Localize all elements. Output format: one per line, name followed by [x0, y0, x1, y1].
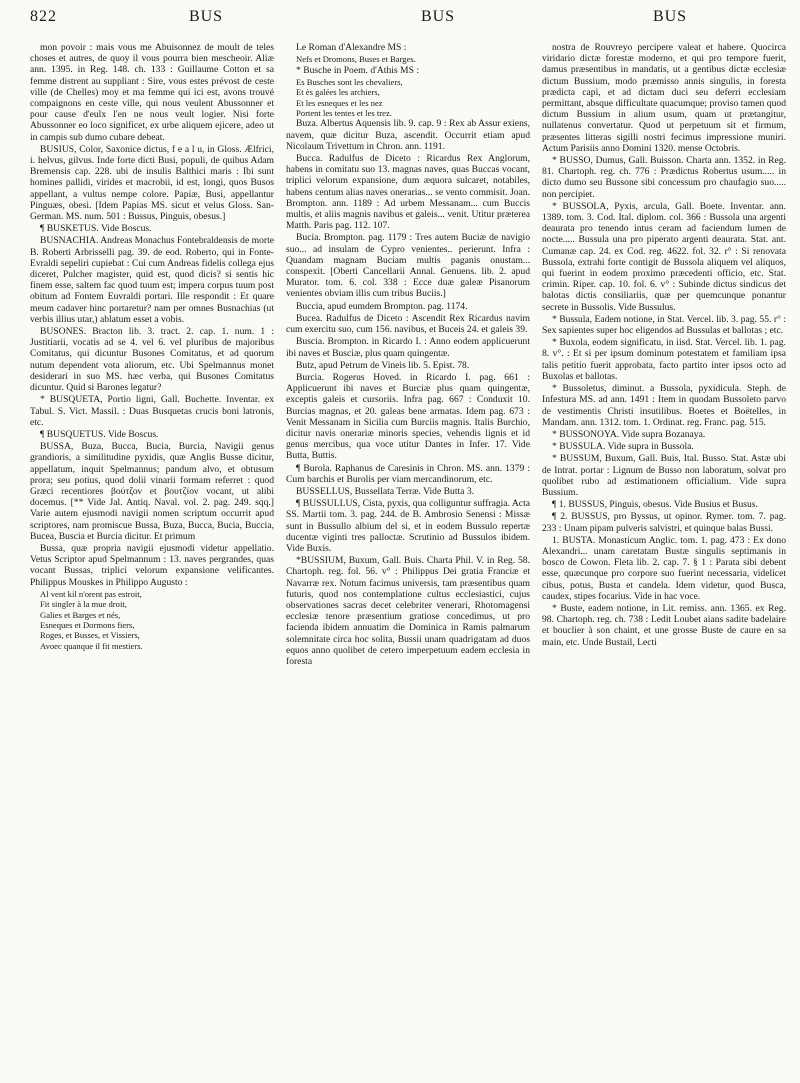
entry-paragraph: BUSSA, Buza, Bucca, Bucia, Burcia, Navigii genus grandioris, a similitudine pyxidis, quæ Anglis Busse dicitur, appellatum, inquit Spelmannus; pandum alvo, et obtusum prora; seu potius, quod dolii vinarii formam referret : quod Græci recentiores βούτζον et βουτζίον vocant, ut alibi docemus. [** Vide Jal. Antiq. Naval. vol. 2. pag. 249. sqq.] Varie autem ejusmodi navigii nomen scriptum occurrit apud scriptores, nam promiscue Bussa, Buza, Bucca, Bucia, Buccia, Bucea, Buscia et Burcia dicitur. Et primum [30, 441, 274, 542]
verse-line: Esneques et Dormons fiers, [40, 619, 135, 630]
verse-line: Nefs et Dromons, Buses et Barges. [296, 54, 416, 65]
entry-paragraph: Buza. Albertus Aquensis lib. 9. cap. 9 : Rex ab Assur exiens, navem, quæ dicitur Buza, ascendit. Occurrit etiam apud Nicolaum Trivettum in Chron. ann. 1191. [286, 118, 530, 152]
verse-line: Al vent kil n'orent pas estroit, [40, 588, 142, 599]
verse-line: Et les esneques et les nez [296, 97, 383, 108]
verse-line: Fit singler à la mue droit, [40, 599, 127, 610]
entry-paragraph: BUSONES. Bracton lib. 3. tract. 2. cap. 1. num. 1 : Justitiarii, vocatis ad se 4. vel 6. vel pluribus de majoribus Comitatus, qui dicuntur Busones Comitatus, et ad quorum nutum dependent vota aliorum, etc. Ubi Spelmannus monet desiderari in suo MS. hæc verba, qui Busones Comitatus dicuntur. Quid si Barones legatur? [30, 326, 274, 394]
entry-paragraph: BUSSELLUS, Bussellata Terræ. Vide Butta 3. [296, 485, 475, 497]
entry-paragraph: * Buste, eadem notione, in Lit. remiss. ann. 1365. ex Reg. 98. Chartoph. reg. ch. 738 : Ledit Loubet aians sadite badelaire et bouclier à son chaint, et une grosse Buste de caure en sa main, etc. Unde Bustail, Lecti [542, 602, 786, 648]
entry-paragraph: BUSNACHIA. Andreas Monachus Fontebraldensis de morte B. Roberti Arbrisselli pag. 39. de eod. Roberto, qui in Fonte-Evraldi sepeliri cupiebat : Cui cum Andreas fidelis collega ejus diceret, Pulcher magister, quid est, quod dicis? si sentis hic finem esse, saltem fac quod tuum est; impera corpus tuum post obitum ad Fontem Euvraldi portari. Ille respondit : Et quare meum cadaver hinc portaretur? nam per omnes Busnachias (ut verbis illius utar,) ablatum esset a vobis. [30, 235, 274, 325]
entry-paragraph: Bussa, quæ propria navigii ejusmodi videtur appellatio. Vetus Scriptor apud Spelmannum : 13. naves pergrandes, quas vocant Bussas, triplici velorum expansione velificantes. Philippus Mouskes in Philippo Augusto : [30, 542, 274, 588]
verse-quotation [30, 589, 274, 651]
entry-paragraph: 1. BUSTA. Monasticum Anglic. tom. 1. pag. 473 : Ex dono Alexandri... unam caretatam Bustæ singulis septimanis in bosco de Cowon. Fleta lib. 2. cap. 7. § 1 : Parata sibi debent esse, quæcunque pro corpore suo fuerint necessaria, videlicet cibus, potus, Busta et candela. Idem videtur, quod Busca, caudex, stipes focarius. Vide in hac voce. [542, 534, 786, 602]
entry-paragraph: Buccia, apud eumdem Brompton. pag. 1174. [296, 300, 468, 312]
running-head-right: BUS [652, 8, 688, 25]
entry-paragraph: ¶ BUSSULLUS, Cista, pyxis, qua colliguntur suffragia. Acta SS. Martii tom. 3. pag. 244. de B. Ambrosio Senensi : Missæ sunt in Bussullo albium del si, et in eodem Bussulo repertæ ducentæ viginti tres palloctæ. Scrutinio ad Bussulos ibidem. Vide Buxis. [286, 498, 530, 554]
entry-paragraph: * BUSSOLA, Pyxis, arcula, Gall. Boete. Inventar. ann. 1389. tom. 3. Cod. Ital. diplom. col. 366 : Bussola una argenti deaurata pro tenendo intus ceram ad faciendum lumen de nocte..... Bussula una pro piperato argenti deaurata. Stat. ant. Cumanæ cap. 24. ex Cod. reg. 4622. fol. 32. r° : Si renovata Bussola, extrahi forte contigit de Bussola aliquem vel aliquos, qui fuerint in eodem proximo præcedenti officio, etc. Stat. crimin. Riper. cap. 10. fol. 6. v° : Subinde dictus sindicus det balotas dictis consiliariis, quæ per quemcunque ponantur secrete in Bussolis. Vide Bussulus. [542, 200, 786, 313]
text-columns [30, 42, 786, 1077]
entry-paragraph: Le Roman d'Alexandre MS : [296, 42, 407, 53]
running-head-left: BUS [188, 8, 224, 25]
entry-paragraph: * BUSSUM, Buxum, Gall. Buis, Ital. Busso. Stat. Astæ ubi de Intrat. portar : Lignum de Busso non laboratum, solvat pro quolibet rubo ad æstimationem officialium. Vide supra Bussium. [542, 453, 786, 498]
entry-paragraph: ¶ BUSKETUS. Vide Boscus. [40, 223, 152, 235]
page-number: 822 [30, 8, 57, 25]
column-left [30, 42, 274, 1077]
verse-line: Et ès galées les archiers, [296, 87, 380, 98]
entry-paragraph: * Busche in Poem. d'Athis MS : [296, 64, 419, 76]
entry-paragraph: ¶ 1. BUSSUS, Pinguis, obesus. Vide Busius et Busus. [552, 499, 758, 511]
entry-paragraph: * BUSQUETA, Portio ligni, Gall. Buchette. Inventar. ex Tabul. S. Vict. Massil. : Duas Busquetas crucis boni latronis, etc. [30, 394, 274, 428]
entry-paragraph: Bucca. Radulfus de Diceto : Ricardus Rex Anglorum, habens in comitatu suo 13. magnas naves, quas Buccas vocant, triplici velorum expansione, dum æquora sulcaret, notabiles, habens centum alias naves onerarias... se vento commisit. Joan. Brompton. ann. 1189 : Ad urbem Messanam... cum Buccis multis, et aliis magnis navibus et galeis... venit. Utitur præterea Matth. Paris pag. 112. 107. [286, 153, 530, 232]
running-head-center: BUS [420, 8, 456, 25]
verse-line: Galies et Barges et nés, [40, 609, 121, 620]
entry-paragraph: Bucea. Radulfus de Diceto : Ascendit Rex Ricardus navim cum exercitu suo, cum 156. navibus, et Buceis 24. et galeis 39. [286, 312, 530, 336]
verse-line: Portent les tentes et les trez. [296, 108, 392, 119]
verse-line: Es Busches sont les chevaliers, [296, 76, 403, 87]
verse-quotation [286, 77, 530, 119]
page-header [30, 8, 786, 42]
entry-paragraph: BUSIUS, Color, Saxonice dictus, f e a l u, in Gloss. Ælfrici, i. helvus, gilvus. Inde forte dicti Busi, populi, de quibus Adam Bremensis cap. 228. ubi de insulis Balthici maris : Ibi sunt homines pallidi, virides et macrobii, id est, longi, quos Busos appellant, a vultus nempe colore. Papiæ, Busi, appellantur Pinguæs, obesi. [Idem Papias MS. sicut et velus Gloss. San-German. MS. num. 501 : Bussus, Pinguis, obesus.] [30, 143, 274, 223]
column-right [542, 42, 786, 1077]
entry-paragraph: * BUSSONOYA. Vide supra Bozanaya. [552, 428, 706, 440]
entry-paragraph: ¶ BUSQUETUS. Vide Boscus. [40, 428, 159, 440]
entry-paragraph: *BUSSIUM, Buxum, Gall. Buis. Charta Phil. V. in Reg. 58. Chartoph. reg. fol. 56. v° : Philippus Dei gratia Franciæ et Navarræ rex. Notum facimus universis, tam præsentibus quam futuris, quod nos contemplatione cultus ecclesiastici, cujus observationes sacras decet celebriter venerari, Rhotomagensi ecclesiæ tenore præsentium gratiose concedimus, ut pro facienda ibidem annuatim die Dominica in Ramis palmarum solemnitate circa hoc solita, Bussii unam quadrigatam ad duos equos anno quolibet de cetero imperpetuum eadem ecclesia in foresta [286, 555, 530, 667]
verse-line: Avoec quanque il fit mestiers. [40, 640, 143, 651]
column-middle [286, 42, 530, 1077]
entry-paragraph: * Bussoletus, diminut. a Bussola, pyxidicula. Steph. de Infestura MS. ad ann. 1491 : Item in quodam Bussoleto parvo de vestimentis Christi insutilibus. Boetes et Boëtelles, in Mandam. ann. 1312. tom. 1. Ordinat. reg. Franc. pag. 515. [542, 383, 786, 428]
entry-paragraph: Butz, apud Petrum de Vineis lib. 5. Epist. 78. [296, 359, 470, 371]
entry-paragraph: nostra de Rouvreyo percipere valeat et habere. Quocirca viridario dictæ forestæ moderno, et qui pro tempore fuerit, damus præsentibus in mandatis, ut a gentibus dictæ ecclesiæ dictum Bussium, modo præmisso annis singulis, in foresta prædicta capi, et ad dictam duci seu deferri ecclesiam permittant, absque difficultate quacumque; proviso tamen quod dictum Bussium in alium usum, quam ut prætangitur, nullatenus convertatur. Quod ut perpetuum sit et firmum, præsentes litteras sigilli nostri fecimus impressione muniri. Actum Parisiis anno Domini 1320. mense Octobris. [542, 42, 786, 154]
entry-paragraph: Bucia. Brompton. pag. 1179 : Tres autem Buciæ de navigio suo... ad insulam de Cypro venientes.. perierunt. Infra : Quandam magnam Buciam multis paganis onustam... conspexit. [Oberti Cancellarii Annal. Genuens. lib. 2. apud Murator. tom. 6. col. 338 : Ecce duæ galeæ Pisanorum venientes obviam illis cum tribus Buciis.] [286, 232, 530, 300]
entry-paragraph: Burcia. Rogerus Hoved. in Ricardo I. pag. 661 : Applicuerunt ibi naves et Burciæ plus quam quingentæ, exceptis galeis et cursoriis. Infra pag. 667 : Conduxit 10. Burcias magnas, et 20. galeas bene armatas. Idem pag. 673 : Venit Messanam in Sicilia cum Burciis magnis. Italis Burchio, dicitur navis onerariæ minoris species, vehendis lignis et id genus mercibus, qua voce utitur Dantes in Infer. 17. Vide Butta, Buttis. [286, 371, 530, 462]
entry-paragraph: * BUSSULA. Vide supra in Bussola. [552, 441, 694, 453]
entry-paragraph: * Buxola, eodem significatu, in iisd. Stat. Vercel. lib. 1. pag. 8. v°. : Et si per ipsum dominum potestatem et familiam ipsa talis petitio fuerit approbata, facto partito inter ipsos octo ad Buxolas et ballotas. [542, 337, 786, 382]
entry-paragraph: * Bussula, Eadem notione, in Stat. Vercel. lib. 3. pag. 55. r° : Sex sapientes super hoc eligendos ad Bussulas et ballotas ; etc. [542, 313, 786, 337]
entry-paragraph: mon povoir : mais vous me Abuisonnez de moult de teles choses et autres, de quoy il vous pourra bien mescheoir. Aliæ ann. 1395. in Reg. 148. ch. 133 : Guillaume Cotton et sa femme distrent au suppliant : Sire, vous estes prévost de ceste ville (de Chelles) moy et ma femme qui ici est, avons trouvé compaignons en ceste ville, qui nous veulent Abussonner et pour cause d'eulx l'en ne nous veult logier. Nisi forte Abussonner eo loco significet, ex urbe aliquem ejicere, adeo ut in campis sub dumo cubare debeat. [30, 42, 274, 143]
verse-quotation [286, 54, 530, 64]
entry-paragraph: * BUSSO, Dumus, Gall. Buisson. Charta ann. 1352. in Reg. 81. Chartoph. reg. ch. 776 : Prædictus Robertus usum..... in dicto dumo seu Bussone sibi concessum pro chaufagio suo..... non percipiet. [542, 155, 786, 200]
entry-paragraph: Buscia. Brompton. in Ricardo I. : Anno eodem applicuerunt ibi naves et Busciæ, plus quam quingentæ. [286, 336, 530, 359]
entry-paragraph: ¶ 2. BUSSUS, pro Byssus, ut opinor. Rymer. tom. 7. pag. 233 : Unam pipam pulveris salvistri, et quinque balas Bussi. [542, 511, 786, 534]
entry-paragraph: ¶ Burola. Raphanus de Caresinis in Chron. MS. ann. 1379 : Cum barchis et Burolis per viam mercandinorum, etc. [286, 462, 530, 485]
verse-line: Roges, et Busses, et Vissiers, [40, 630, 140, 641]
